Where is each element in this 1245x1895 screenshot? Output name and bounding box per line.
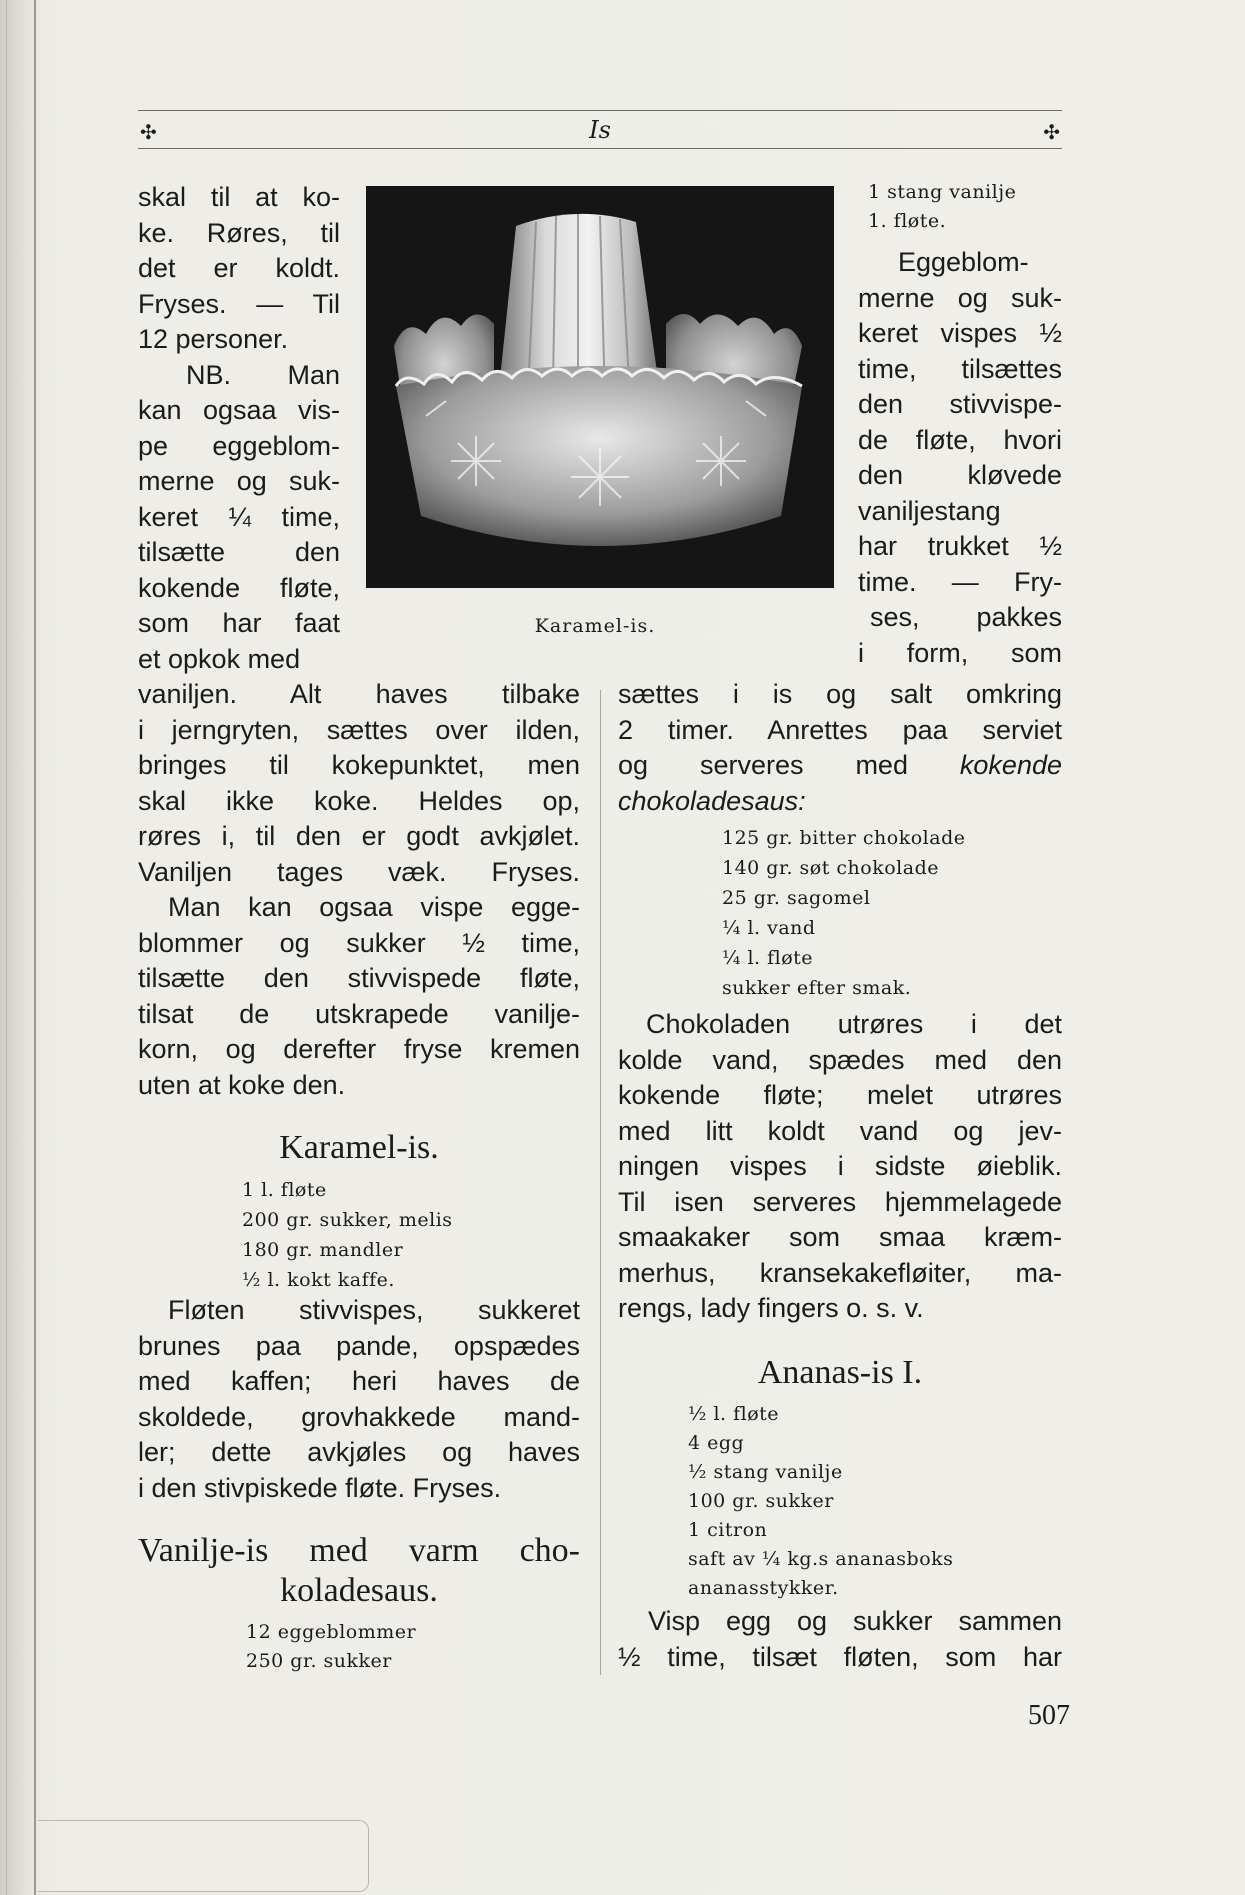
text-line: i den stivpiskede fløte. Fryses. [138, 1472, 502, 1503]
ingredient: sukker efter smak. [722, 977, 912, 999]
ananas-is-ingredients [688, 1400, 1068, 1603]
left-column-top-text [138, 180, 340, 677]
ingredient: ½ l. fløte [688, 1403, 780, 1425]
text-line: kokende fløte; melet utrøres [618, 1080, 1062, 1110]
ingredient: 1 citron [688, 1519, 768, 1541]
header-title: Is [589, 116, 611, 144]
text-line: de fløte, hvori [858, 424, 1062, 455]
heading-line: Vanilje-is med varm cho- [138, 1532, 580, 1569]
column-divider [600, 690, 601, 1675]
header-ornament-right: ✣ [1043, 120, 1060, 144]
text-line: vaniljestang [858, 495, 1001, 526]
page-number: 507 [1028, 1700, 1070, 1731]
text-line: den kløvede [858, 460, 1062, 490]
text-line: skal til at ko- [138, 182, 340, 212]
photo-caption: Karamel-is. [534, 615, 656, 637]
right-column-mid-text [618, 677, 1062, 819]
text-line: time. — Fry- [858, 566, 1062, 597]
text-line: korn, og derefter fryse kremen [138, 1034, 580, 1064]
ingredient: ½ l. kokt kaffe. [242, 1269, 395, 1291]
header-ornament-left: ✣ [140, 120, 157, 144]
ingredient: 250 gr. sukker [246, 1650, 392, 1672]
ingredient: ¼ l. vand [722, 917, 816, 939]
text-line: NB. Man [186, 359, 340, 390]
text-line: bringes til kokepunktet, men [138, 750, 580, 780]
text-line: rengs, lady fingers o. s. v. [618, 1293, 924, 1323]
text-line: tilsat de utskrapede vanilje- [138, 998, 580, 1029]
italic-word: kokende [959, 750, 1062, 780]
text-line: sættes i is og salt omkring [618, 679, 1062, 709]
page-edge [6, 0, 7, 1895]
karamel-is-ingredients [242, 1175, 572, 1295]
text-line: keret vispes ½ [858, 318, 1062, 348]
text-line: Fryses. — Til [138, 288, 340, 319]
left-column-mid-text [138, 677, 580, 1103]
text-line: Vaniljen tages væk. Fryses. [138, 856, 580, 887]
chokoladesaus-ingredients [722, 823, 1042, 1003]
text-line: har trukket ½ [858, 531, 1062, 561]
ingredient: ¼ l. fløte [722, 947, 814, 969]
ananas-is-heading: Ananas-is I. [757, 1354, 923, 1391]
text-line: det er koldt. [138, 253, 340, 283]
text-line: 2 timer. Anrettes paa serviet [618, 714, 1062, 745]
text-line: tilsætte den stivvispede fløte, [138, 963, 580, 993]
text-line: smaakaker som smaa kræm- [618, 1222, 1062, 1252]
ingredient: 125 gr. bitter chokolade [722, 827, 966, 849]
text-line: med kaffen; heri haves de [138, 1366, 580, 1396]
header-rule-top [138, 110, 1062, 111]
ingredient: 12 eggeblommer [246, 1621, 417, 1643]
text-line: blommer og sukker ½ time, [138, 927, 580, 958]
ingredient: 140 gr. søt chokolade [722, 857, 939, 879]
page-tab-outline [38, 1820, 369, 1892]
binding-gutter [34, 0, 36, 1895]
text-line: kan ogsaa vis- [138, 395, 340, 425]
glass-bowl-illustration [366, 186, 834, 588]
text-line: Eggeblom- [898, 247, 1029, 277]
text-line: Fløten stivvispes, sukkeret [168, 1295, 580, 1325]
ingredient: ½ stang vanilje [688, 1461, 843, 1483]
vanilje-is-ingredients [246, 1618, 576, 1676]
text-line: ningen vispes i sidste øieblik. [618, 1151, 1062, 1181]
text-line: merhus, kransekakefløiter, ma- [618, 1257, 1062, 1288]
header-rule-bottom [138, 148, 1062, 149]
text-line: røres i, til den er godt avkjølet. [138, 821, 580, 851]
ingredient: 1 l. fløte [242, 1179, 327, 1201]
ingredient: 200 gr. sukker, melis [242, 1209, 453, 1231]
text-line: et opkok med [138, 643, 301, 674]
text-line: ½ time, tilsæt fløten, som har [618, 1641, 1062, 1672]
chokoladesaus-text [618, 1007, 1062, 1327]
ingredient: 1 stang vanilje [868, 181, 1017, 203]
text-line: kolde vand, spædes med den [618, 1044, 1062, 1075]
text-line: time, tilsættes [858, 353, 1062, 384]
ingredient: saft av ¼ kg.s ananasboks [688, 1548, 954, 1570]
ingredient: 180 gr. mandler [242, 1239, 404, 1261]
text-line: skal ikke koke. Heldes op, [138, 785, 580, 816]
text-line: ler; dette avkjøles og haves [138, 1437, 580, 1467]
karamel-is-heading: Karamel-is. [279, 1129, 439, 1166]
text-line: Man kan ogsaa vispe egge- [168, 892, 580, 922]
text-line: kokende fløte, [138, 572, 340, 603]
karamel-is-text [138, 1293, 580, 1506]
text-line: Visp egg og sukker sammen [648, 1606, 1062, 1636]
text-line: som har faat [138, 608, 340, 638]
text-line: tilsætte den [138, 537, 340, 567]
karamel-is-photo [366, 186, 834, 588]
text-line: merne og suk- [858, 282, 1062, 313]
ingredient: ananasstykker. [688, 1577, 839, 1599]
text-line: pe eggeblom- [138, 430, 340, 461]
ingredient: 25 gr. sagomel [722, 887, 871, 909]
text-line: i form, som [858, 637, 1062, 668]
text-line: Chokoladen utrøres i det [646, 1009, 1062, 1039]
text-line: 12 personer. [138, 324, 289, 354]
text-line: chokoladesaus: [618, 785, 806, 816]
text-line: med litt koldt vand og jev- [618, 1115, 1062, 1146]
text-line: den stivvispe- [858, 389, 1062, 419]
text-line: vaniljen. Alt haves tilbake [138, 679, 580, 709]
vanilje-is-heading [138, 1531, 580, 1611]
vanilje-is-ingredients-continued [868, 178, 1068, 236]
text-line: ke. Røres, til [138, 217, 340, 248]
running-header [138, 110, 1062, 150]
text-line: brunes paa pande, opspædes [138, 1330, 580, 1361]
text-line: i jerngryten, sættes over ilden, [138, 714, 580, 745]
ingredient: 1. fløte. [868, 210, 947, 232]
ingredient: 4 egg [688, 1432, 745, 1454]
text-line: uten at koke den. [138, 1069, 346, 1100]
text-line: og serveres med kokende [618, 750, 1062, 780]
ananas-is-text [618, 1604, 1062, 1675]
text-line: merne og suk- [138, 466, 340, 496]
ingredient: 100 gr. sukker [688, 1490, 834, 1512]
text-line: skoldede, grovhakkede mand- [138, 1401, 580, 1432]
text-line: Til isen serveres hjemmelagede [618, 1186, 1062, 1217]
heading-line: koladesaus. [280, 1572, 438, 1609]
right-column-top-text [858, 245, 1062, 671]
text-line: ses, pakkes [870, 602, 1062, 632]
text-line: keret ¼ time, [138, 501, 340, 532]
